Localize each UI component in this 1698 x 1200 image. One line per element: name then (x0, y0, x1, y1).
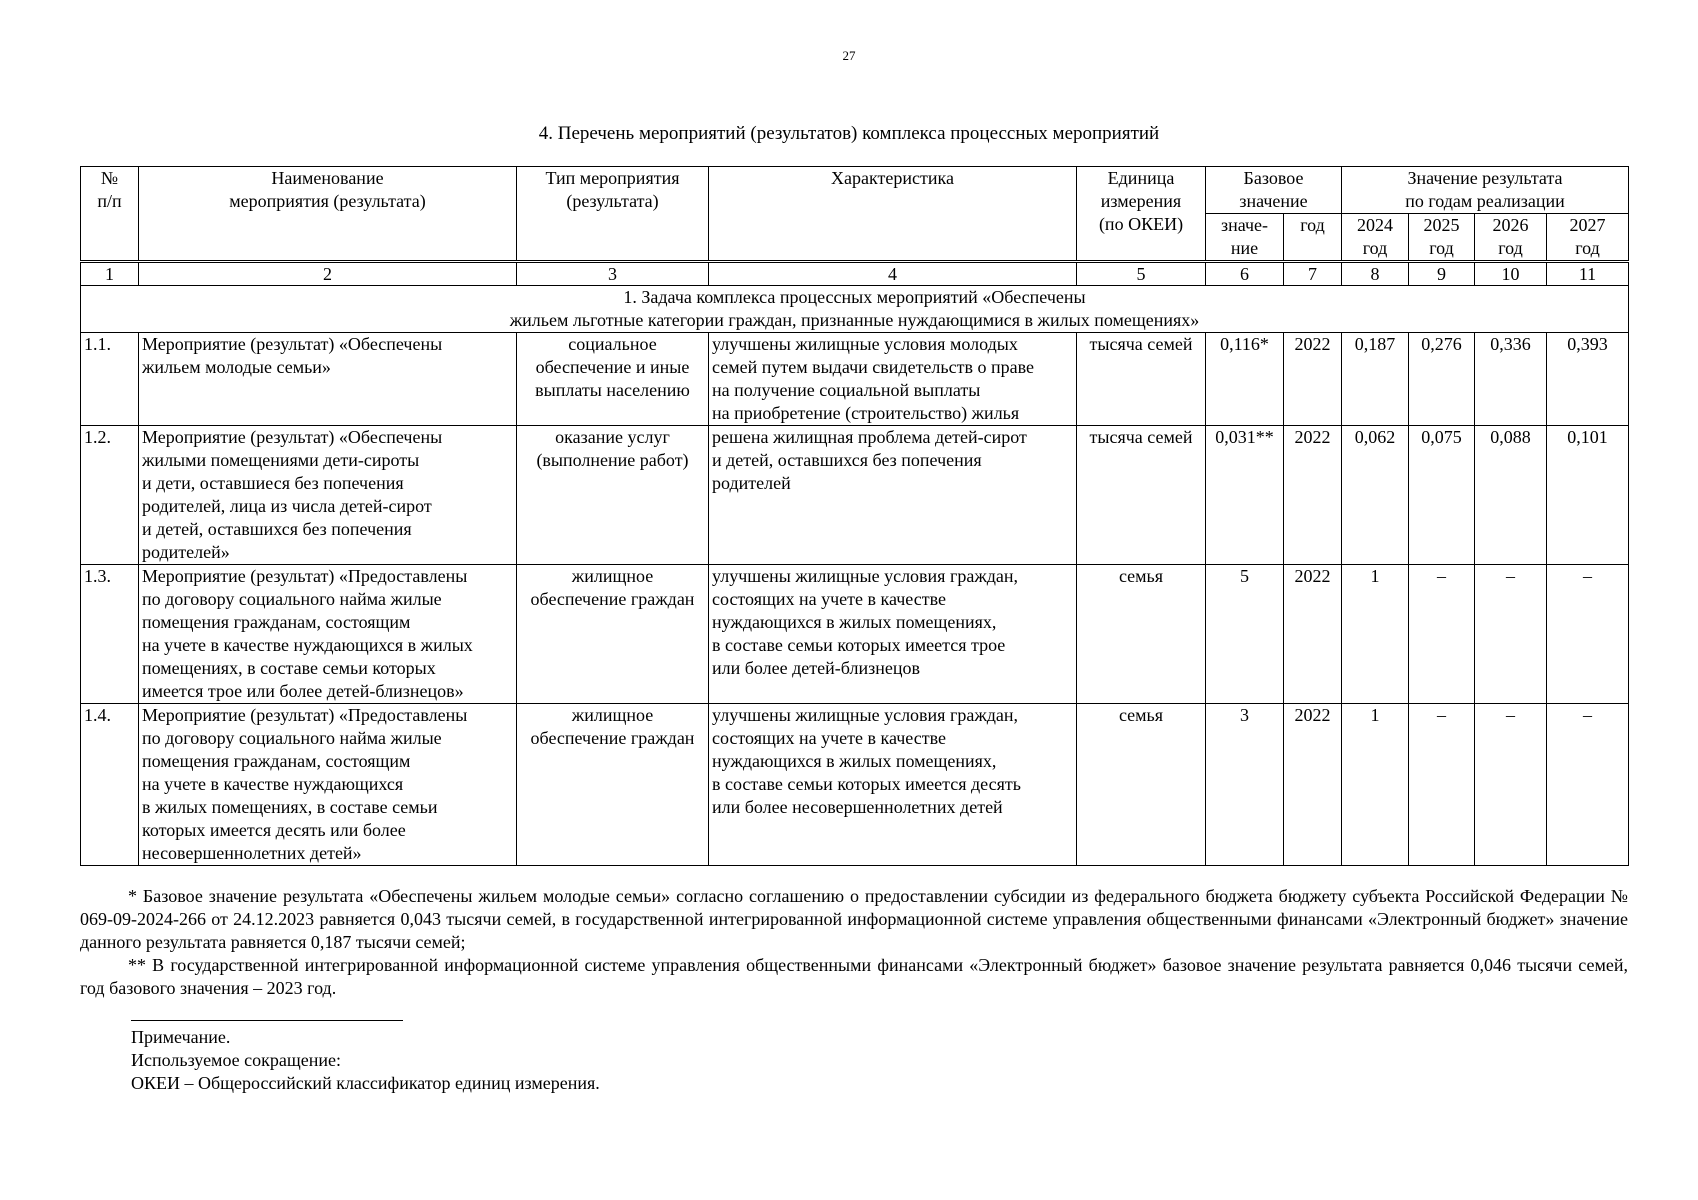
row-value-2027: 0,101 (1547, 426, 1629, 565)
column-number: 11 (1547, 262, 1629, 286)
header-years-group: Значение результата по годам реализации (1342, 167, 1629, 214)
row-num: 1.3. (81, 565, 139, 704)
row-base-year: 2022 (1284, 426, 1342, 565)
column-number: 7 (1284, 262, 1342, 286)
footnotes (80, 885, 1628, 1000)
header-base-year: год (1284, 214, 1342, 262)
header-unit: Единица измерения (по ОКЕИ) (1077, 167, 1206, 262)
row-value-2025: – (1409, 704, 1475, 866)
row-base-year: 2022 (1284, 565, 1342, 704)
column-number: 2 (139, 262, 517, 286)
row-characteristic: улучшены жилищные условия граждан, состоящих на учете в качестве нуждающихся в жилых помещениях, в составе семьи которых имеется десять или более несовершеннолетних детей (709, 704, 1077, 866)
header-base-value: значе- ние (1206, 214, 1284, 262)
row-value-2027: – (1547, 565, 1629, 704)
row-num: 1.1. (81, 333, 139, 426)
row-value-2025: – (1409, 565, 1475, 704)
row-base-value: 5 (1206, 565, 1284, 704)
row-value-2025: 0,276 (1409, 333, 1475, 426)
row-value-2025: 0,075 (1409, 426, 1475, 565)
row-name: Мероприятие (результат) «Предоставлены по договору социального найма жилые помещения гражданам, состоящим на учете в качестве нуждающихся в жилых помещениях, в составе семьи которых имеется трое или более детей-близнецов» (139, 565, 517, 704)
task-heading: 1. Задача комплекса процессных мероприятий «Обеспечены жильем льготные категории граждан, признанные нуждающимися в жилых помещениях» (81, 286, 1629, 333)
row-num: 1.4. (81, 704, 139, 866)
row-characteristic: улучшены жилищные условия молодых семей путем выдачи свидетельств о праве на получение социальной выплаты на приобретение (строительство) жилья (709, 333, 1077, 426)
column-number: 5 (1077, 262, 1206, 286)
note-abbreviation: ОКЕИ – Общероссийский классификатор единиц измерения. (131, 1073, 600, 1093)
document-title: 4. Перечень мероприятий (результатов) комплекса процессных мероприятий (538, 123, 1160, 144)
table-row (81, 426, 1629, 565)
header-type: Тип мероприятия (результата) (517, 167, 709, 262)
header-row-1 (81, 167, 1629, 214)
table-row (81, 333, 1629, 426)
header-year-2025: 2025 год (1409, 214, 1475, 262)
row-value-2024: 0,062 (1342, 426, 1409, 565)
footnote-1: * Базовое значение результата «Обеспечены жильем молодые семьи» согласно соглашению о предоставлении субсидии из федерального бюджета бюджету субъекта Российской Федерации № 069-09-2024-266 от 24.12.2023 равняется 0,043 тысячи семей, в государственной интегрированной информационной системе управления общественными финансами «Электронный бюджет» значение данного результата равняется 0,187 тысячи семей; (80, 886, 1628, 952)
row-value-2026: – (1475, 565, 1547, 704)
row-value-2024: 0,187 (1342, 333, 1409, 426)
row-unit: тысяча семей (1077, 426, 1206, 565)
row-value-2024: 1 (1342, 704, 1409, 866)
row-value-2027: – (1547, 704, 1629, 866)
page-number: 27 (842, 48, 856, 63)
header-year-2026: 2026 год (1475, 214, 1547, 262)
row-name: Мероприятие (результат) «Предоставлены по договору социального найма жилые помещения гражданам, состоящим на учете в качестве нуждающихся в жилых помещениях, в составе семьи которых имеется десять или более несовершеннолетних детей» (139, 704, 517, 866)
row-type: жилищное обеспечение граждан (517, 704, 709, 866)
row-unit: семья (1077, 704, 1206, 866)
row-characteristic: решена жилищная проблема детей-сирот и детей, оставшихся без попечения родителей (709, 426, 1077, 565)
row-base-year: 2022 (1284, 333, 1342, 426)
table-row (81, 565, 1629, 704)
notes (131, 1026, 1131, 1095)
column-number: 3 (517, 262, 709, 286)
row-num: 1.2. (81, 426, 139, 565)
row-value-2026: – (1475, 704, 1547, 866)
row-unit: семья (1077, 565, 1206, 704)
task-row (81, 286, 1629, 333)
row-type: социальное обеспечение и иные выплаты населению (517, 333, 709, 426)
row-base-year: 2022 (1284, 704, 1342, 866)
note-abbreviation-label: Используемое сокращение: (131, 1050, 341, 1070)
table-row (81, 704, 1629, 866)
footnote-2: ** В государственной интегрированной информационной системе управления общественными финансами «Электронный бюджет» базовое значение результата равняется 0,046 тысячи семей, год базового значения – 2023 год. (80, 955, 1628, 998)
row-name: Мероприятие (результат) «Обеспечены жильем молодые семьи» (139, 333, 517, 426)
note-divider (131, 1020, 403, 1021)
row-base-value: 0,031** (1206, 426, 1284, 565)
column-number: 9 (1409, 262, 1475, 286)
row-type: жилищное обеспечение граждан (517, 565, 709, 704)
header-base: Базовое значение (1206, 167, 1342, 214)
row-unit: тысяча семей (1077, 333, 1206, 426)
row-value-2026: 0,088 (1475, 426, 1547, 565)
header-name: Наименование мероприятия (результата) (139, 167, 517, 262)
row-name: Мероприятие (результат) «Обеспечены жилыми помещениями дети-сироты и дети, оставшиеся без попечения родителей, лица из числа детей-сирот и детей, оставшихся без попечения родителей» (139, 426, 517, 565)
row-value-2026: 0,336 (1475, 333, 1547, 426)
header-year-2027: 2027 год (1547, 214, 1629, 262)
row-type: оказание услуг (выполнение работ) (517, 426, 709, 565)
header-characteristic: Характеристика (709, 167, 1077, 262)
column-number: 1 (81, 262, 139, 286)
results-table (80, 166, 1629, 866)
row-characteristic: улучшены жилищные условия граждан, состоящих на учете в качестве нуждающихся в жилых помещениях, в составе семьи которых имеется трое или более детей-близнецов (709, 565, 1077, 704)
column-number: 4 (709, 262, 1077, 286)
row-base-value: 0,116* (1206, 333, 1284, 426)
header-num: № п/п (81, 167, 139, 262)
row-base-value: 3 (1206, 704, 1284, 866)
header-year-2024: 2024 год (1342, 214, 1409, 262)
row-value-2024: 1 (1342, 565, 1409, 704)
note-heading: Примечание. (131, 1027, 231, 1047)
column-number: 8 (1342, 262, 1409, 286)
column-number: 6 (1206, 262, 1284, 286)
column-number: 10 (1475, 262, 1547, 286)
column-numbers-row (81, 262, 1629, 286)
row-value-2027: 0,393 (1547, 333, 1629, 426)
